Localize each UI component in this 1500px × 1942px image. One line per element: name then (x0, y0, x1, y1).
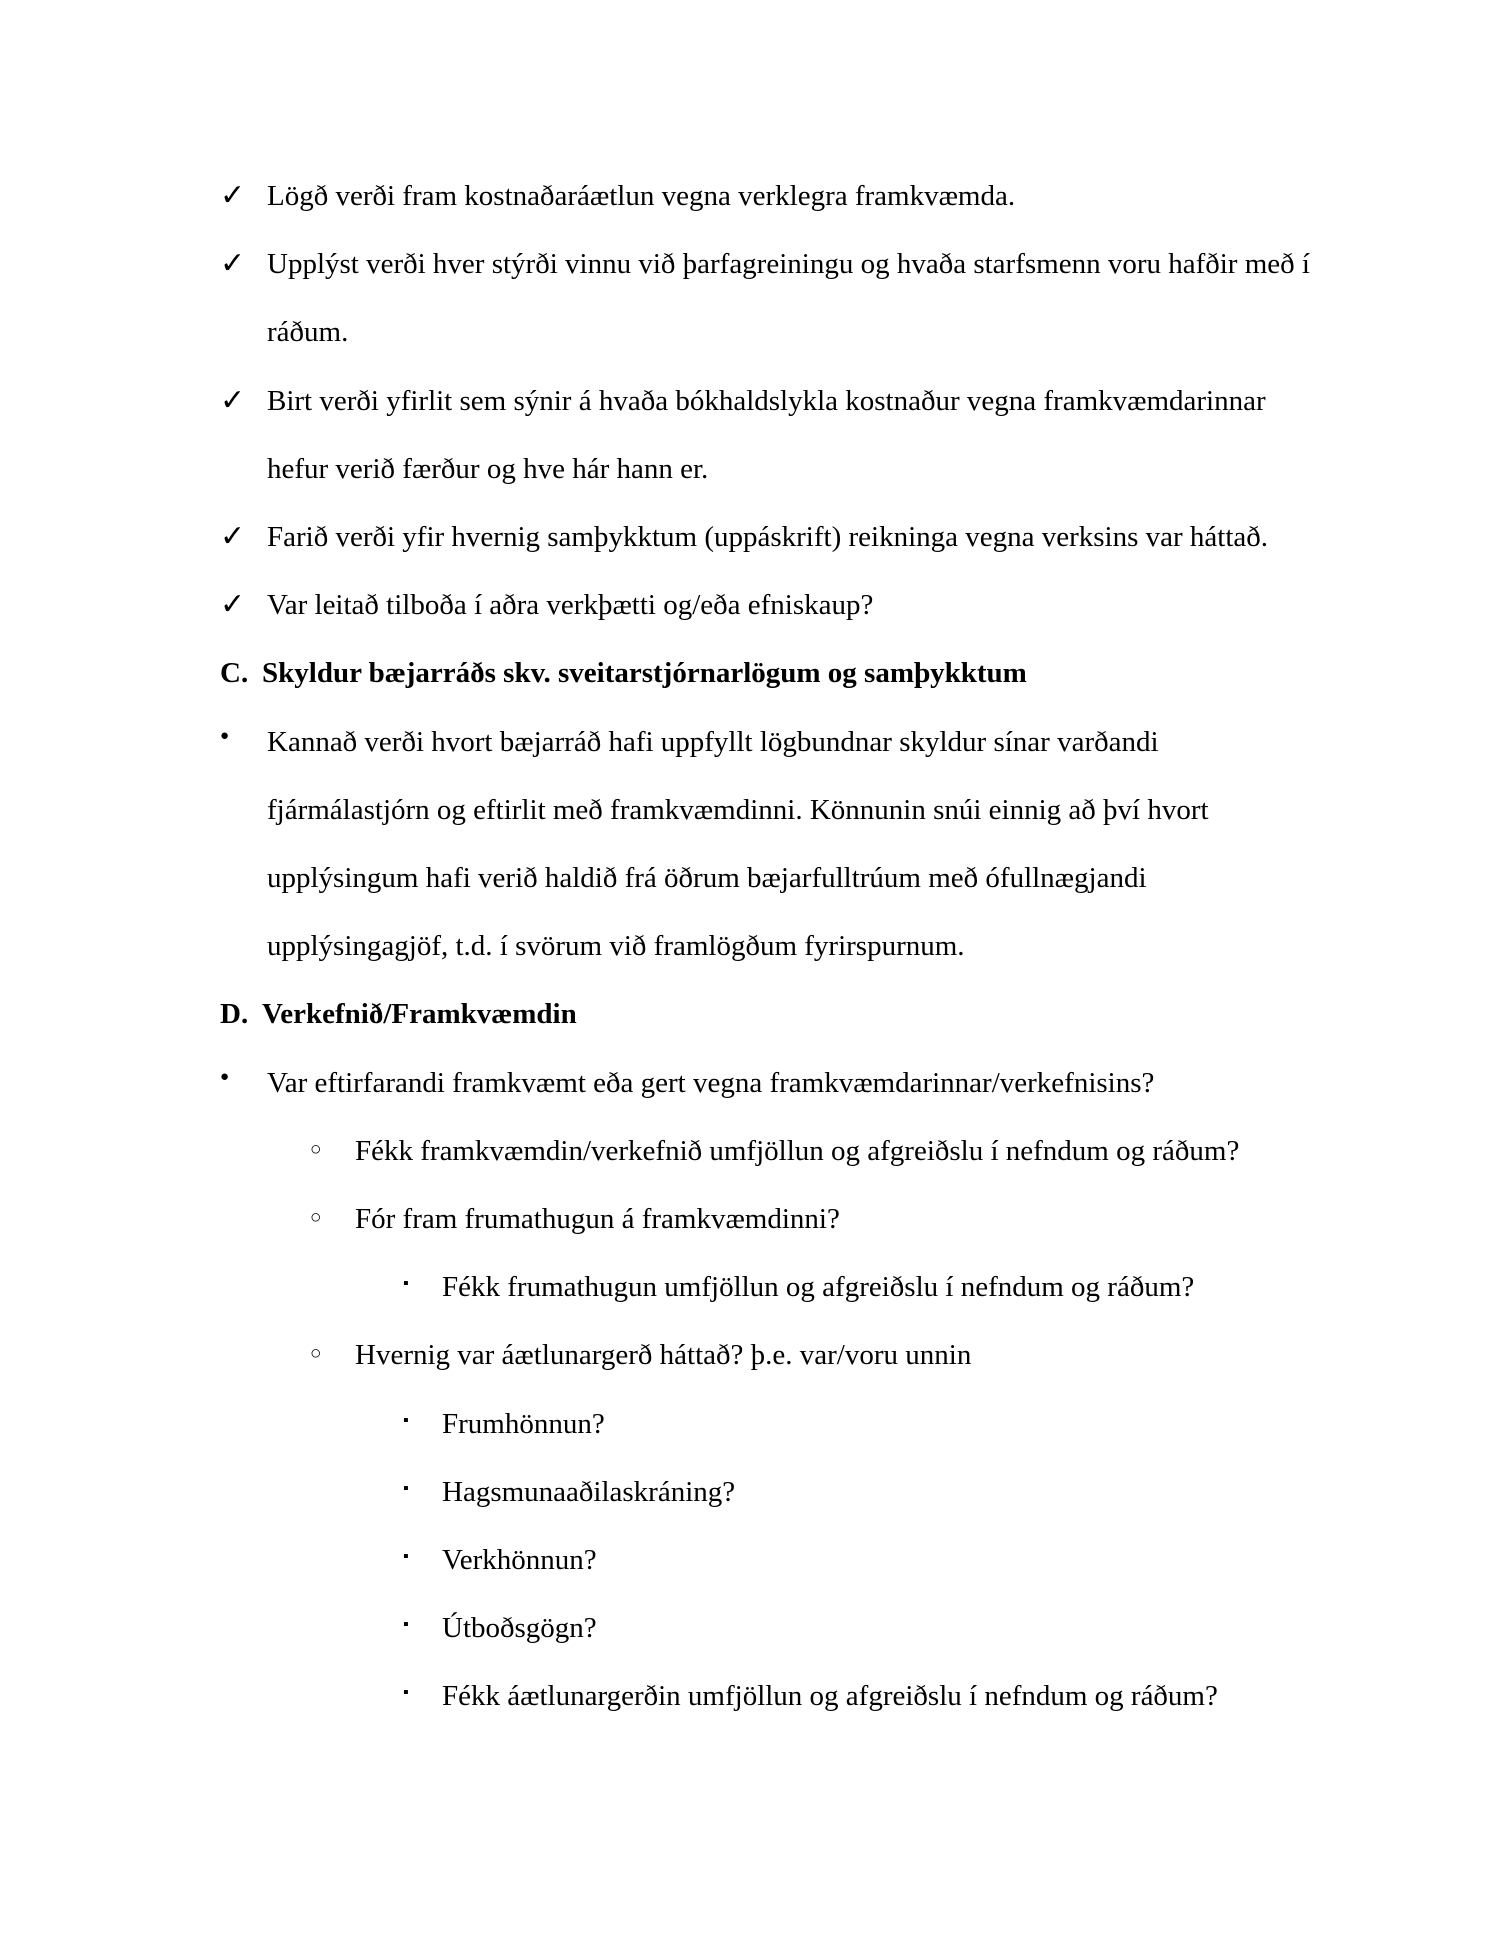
sub-sub-bullet-item (0, 1390, 1500, 1458)
sub-bullet-item-text (355, 1185, 1500, 1253)
sub-sub-bullet-item-text (442, 1526, 1500, 1594)
square-bullet-icon: ▪ (403, 1411, 409, 1429)
checklist-item-text (267, 503, 1500, 571)
bullet-icon: ● (220, 1068, 230, 1085)
checklist-item (0, 503, 1500, 571)
sub-sub-bullet-item-text (442, 1662, 1500, 1730)
checklist-item-text (267, 230, 1500, 366)
section-letter-label: D. (220, 998, 249, 1031)
sub-sub-bullet-item (0, 1526, 1500, 1594)
square-bullet-icon: ▪ (403, 1616, 409, 1634)
sub-sub-bullet-item (0, 1458, 1500, 1526)
text-line: Fékk framkvæmdin/verkefnið umfjöllun og afgreiðslu í nefndum og ráðum? (355, 1134, 1240, 1167)
text-line: Hagsmunaaðilaskráning? (442, 1475, 736, 1508)
text-line: hefur verið færður og hve hár hann er. (267, 452, 709, 485)
text-line: fjármálastjórn og eftirlit með framkvæmdinni. Könnunin snúi einnig að því hvort (267, 793, 1209, 826)
square-bullet-icon: ▪ (403, 1275, 409, 1293)
bullet-item (0, 708, 1500, 981)
checkmark-icon: ✓ (220, 588, 246, 622)
text-line: Fékk áætlunargerðin umfjöllun og afgreiðslu í nefndum og ráðum? (442, 1680, 1218, 1713)
bullet-item-text (267, 708, 1500, 981)
sub-bullet-item (0, 1117, 1500, 1185)
sub-bullet-item-text (355, 1117, 1500, 1185)
bullet-item (0, 1049, 1500, 1117)
section-heading-text (262, 980, 1500, 1048)
square-bullet-icon: ▪ (403, 1548, 409, 1566)
checkmark-icon: ✓ (220, 520, 246, 554)
text-line: Fékk frumathugun umfjöllun og afgreiðslu í nefndum og ráðum? (442, 1271, 1195, 1304)
sub-sub-bullet-item (0, 1253, 1500, 1321)
square-bullet-icon: ▪ (403, 1479, 409, 1497)
text-line: Birt verði yfirlit sem sýnir á hvaða bókhaldslykla kostnaður vegna framkvæmdarinnar (267, 384, 1266, 417)
checklist-item-text (267, 162, 1500, 230)
checklist-item (0, 367, 1500, 503)
document-content (0, 162, 1500, 1731)
sub-sub-bullet-item-text (442, 1458, 1500, 1526)
checklist-item-text (267, 571, 1500, 639)
text-line: Verkefnið/Framkvæmdin (262, 998, 577, 1031)
text-line: Kannað verði hvort bæjarráð hafi uppfyllt lögbundnar skyldur sínar varðandi (267, 725, 1159, 758)
text-line: Verkhönnun? (442, 1544, 597, 1577)
text-line: Var leitað tilboða í aðra verkþætti og/eða efniskaup? (267, 589, 874, 622)
circle-bullet-icon: ○ (310, 1343, 322, 1365)
section-heading-text (262, 639, 1500, 707)
text-line: ráðum. (267, 316, 349, 349)
square-bullet-icon: ▪ (403, 1684, 409, 1702)
bullet-item-text (267, 1049, 1500, 1117)
bullet-icon: ● (220, 727, 230, 744)
sub-sub-bullet-item-text (442, 1253, 1500, 1321)
checklist-item (0, 230, 1500, 366)
text-line: Var eftirfarandi framkvæmt eða gert vegna framkvæmdarinnar/verkefnisins? (267, 1066, 1155, 1099)
section-letter-label: C. (220, 657, 249, 690)
section-heading-c (0, 639, 1500, 707)
text-line: Skyldur bæjarráðs skv. sveitarstjórnarlögum og samþykktum (262, 657, 1027, 690)
text-line: Upplýst verði hver stýrði vinnu við þarfagreiningu og hvaða starfsmenn voru hafðir með í (267, 248, 1310, 281)
checklist-item (0, 162, 1500, 230)
checkmark-icon: ✓ (220, 383, 246, 417)
sub-bullet-item (0, 1321, 1500, 1389)
sub-sub-bullet-item (0, 1594, 1500, 1662)
sub-bullet-item (0, 1185, 1500, 1253)
text-line: upplýsingagjöf, t.d. í svörum við framlögðum fyrirspurnum. (267, 930, 965, 963)
text-line: Lögð verði fram kostnaðaráætlun vegna verklegra framkvæmda. (267, 180, 1016, 212)
sub-sub-bullet-item-text (442, 1594, 1500, 1662)
sub-bullet-item-text (355, 1321, 1500, 1389)
text-line: Fór fram frumathugun á framkvæmdinni? (355, 1203, 840, 1236)
text-line: Útboðsgögn? (442, 1612, 597, 1645)
checklist-item (0, 571, 1500, 639)
checkmark-icon: ✓ (220, 179, 246, 212)
text-line: Frumhönnun? (442, 1407, 605, 1440)
circle-bullet-icon: ○ (310, 1138, 322, 1160)
text-line: upplýsingum hafi verið haldið frá öðrum bæjarfulltrúum með ófullnægjandi (267, 862, 1147, 895)
sub-sub-bullet-item-text (442, 1390, 1500, 1458)
section-heading-d (0, 980, 1500, 1048)
checkmark-icon: ✓ (220, 247, 246, 281)
checklist-item-text (267, 367, 1500, 503)
sub-sub-bullet-item (0, 1662, 1500, 1730)
text-line: Hvernig var áætlunargerð háttað? þ.e. var/voru unnin (355, 1339, 972, 1372)
text-line: Farið verði yfir hvernig samþykktum (uppáskrift) reikninga vegna verksins var háttað. (267, 521, 1269, 554)
circle-bullet-icon: ○ (310, 1207, 322, 1229)
